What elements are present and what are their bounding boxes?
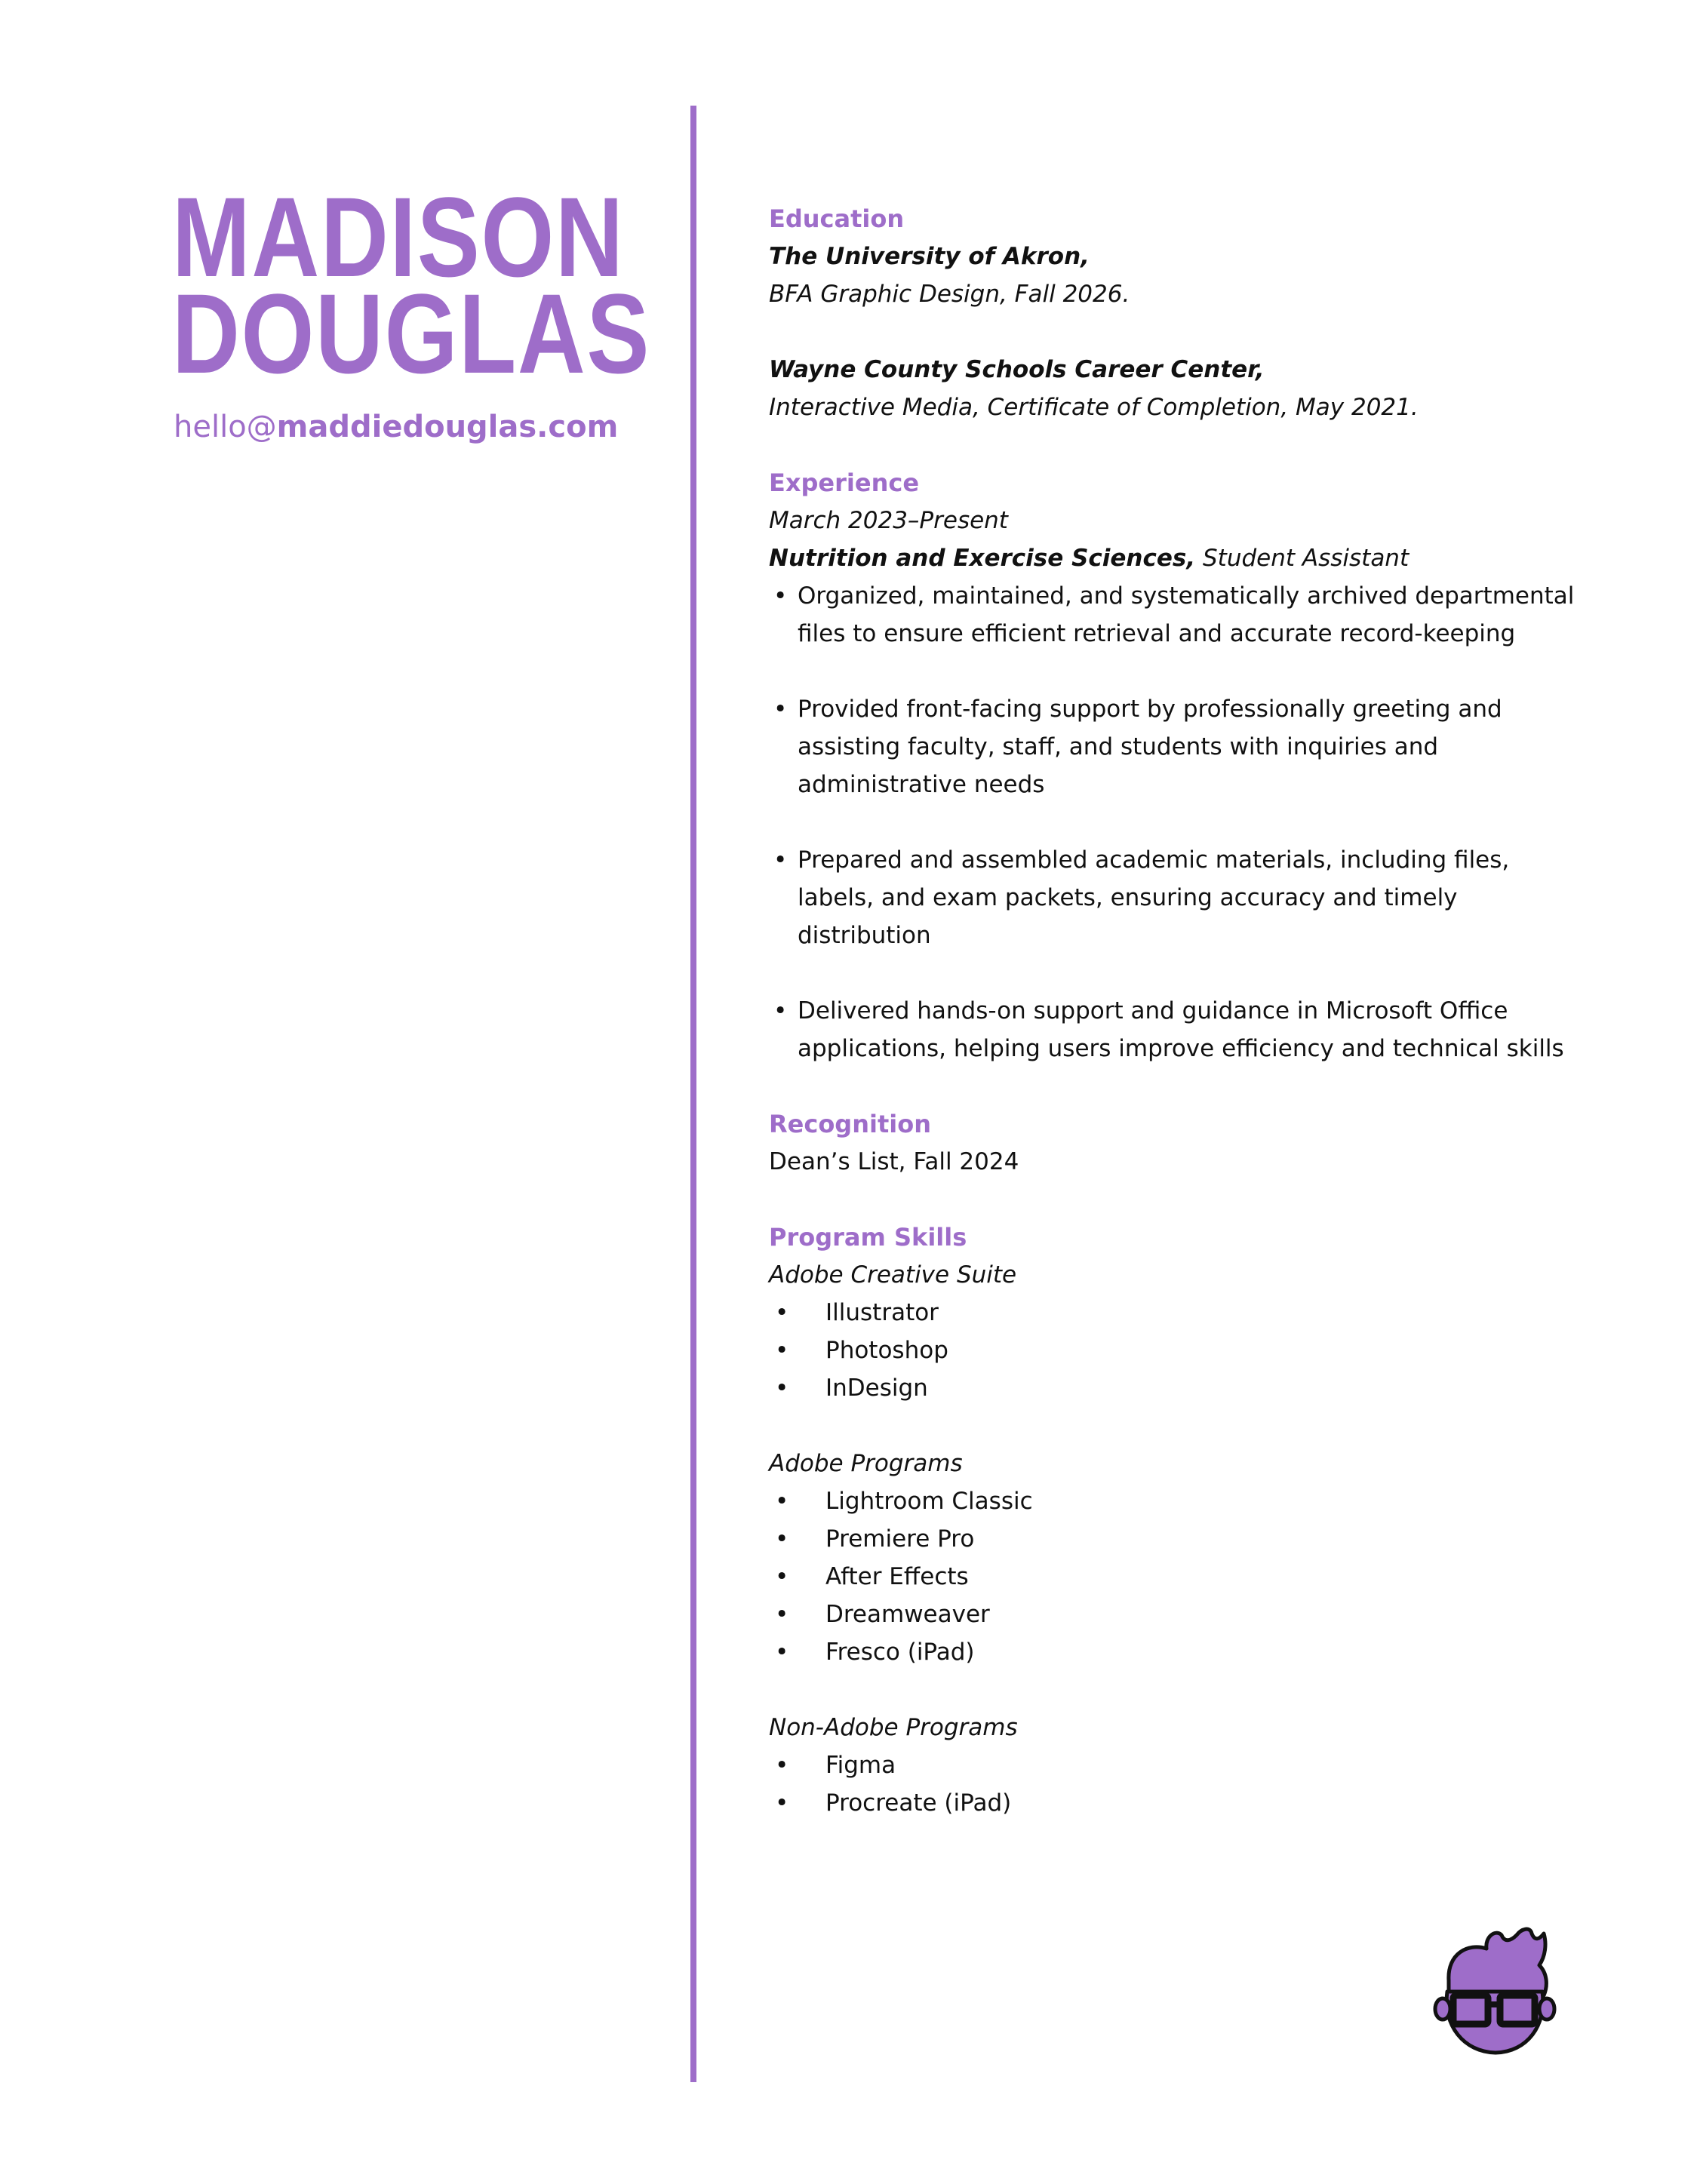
list-item: • Lightroom Classic <box>769 1482 1580 1520</box>
skills-list <box>769 1482 1580 1671</box>
skills-group-title: Adobe Programs <box>769 1450 963 1477</box>
list-item: • Fresco (iPad) <box>769 1633 1580 1671</box>
experience-position <box>769 539 1580 577</box>
education-detail: Interactive Media, Certificate of Completion, May 2021. <box>769 394 1419 421</box>
list-item: • Provided front-facing support by professionally greeting and assisting faculty, staff, and students with inquiries and administrative needs <box>769 690 1580 803</box>
education-school: The University of Akron, <box>769 243 1090 270</box>
experience-role: Student Assistant <box>1203 545 1409 572</box>
name-title <box>172 174 651 397</box>
experience-dates: March 2023–Present <box>769 507 1008 534</box>
education-heading: Education <box>769 204 905 233</box>
list-item: • Figma <box>769 1746 1580 1784</box>
first-name: MADISON <box>172 174 625 300</box>
list-item: • Delivered hands-on support and guidance in Microsoft Office applications, helping users improve efficiency and technical skills <box>769 992 1580 1067</box>
list-item: • Premiere Pro <box>769 1520 1580 1558</box>
email-domain: maddiedouglas.com <box>276 410 619 444</box>
experience-heading: Experience <box>769 468 920 497</box>
list-item: • Organized, maintained, and systematically archived departmental files to ensure efficient retrieval and accurate record-keeping <box>769 577 1580 653</box>
skills-section <box>769 1218 1580 1822</box>
recognition-item: Dean’s List, Fall 2024 <box>769 1148 1019 1175</box>
list-item: • Procreate (iPad) <box>769 1784 1580 1822</box>
education-school: Wayne County Schools Career Center, <box>769 356 1265 383</box>
education-detail: BFA Graphic Design, Fall 2026. <box>769 281 1130 308</box>
list-item: • Illustrator <box>769 1294 1580 1332</box>
email-user: hello@ <box>174 410 277 444</box>
resume-content <box>769 200 1580 1822</box>
skills-list <box>769 1294 1580 1407</box>
recognition-section <box>769 1105 1580 1181</box>
skills-heading: Program Skills <box>769 1223 967 1252</box>
skills-list <box>769 1746 1580 1822</box>
vertical-divider <box>690 106 696 2082</box>
skills-group-title: Adobe Creative Suite <box>769 1261 1017 1289</box>
list-item: • After Effects <box>769 1558 1580 1596</box>
education-section <box>769 200 1580 426</box>
glasses-character-icon <box>1426 1920 1562 2063</box>
experience-bullets <box>769 577 1580 1067</box>
experience-org: Nutrition and Exercise Sciences, <box>769 545 1196 572</box>
list-item: • Dreamweaver <box>769 1596 1580 1633</box>
experience-section <box>769 464 1580 1067</box>
last-name: DOUGLAS <box>172 270 651 397</box>
list-item: • Prepared and assembled academic materials, including files, labels, and exam packets, ensuring accuracy and timely distribution <box>769 841 1580 954</box>
skills-group-title: Non-Adobe Programs <box>769 1714 1018 1741</box>
list-item: • Photoshop <box>769 1332 1580 1369</box>
recognition-heading: Recognition <box>769 1110 931 1138</box>
email-address[interactable] <box>174 407 618 447</box>
list-item: • InDesign <box>769 1369 1580 1407</box>
